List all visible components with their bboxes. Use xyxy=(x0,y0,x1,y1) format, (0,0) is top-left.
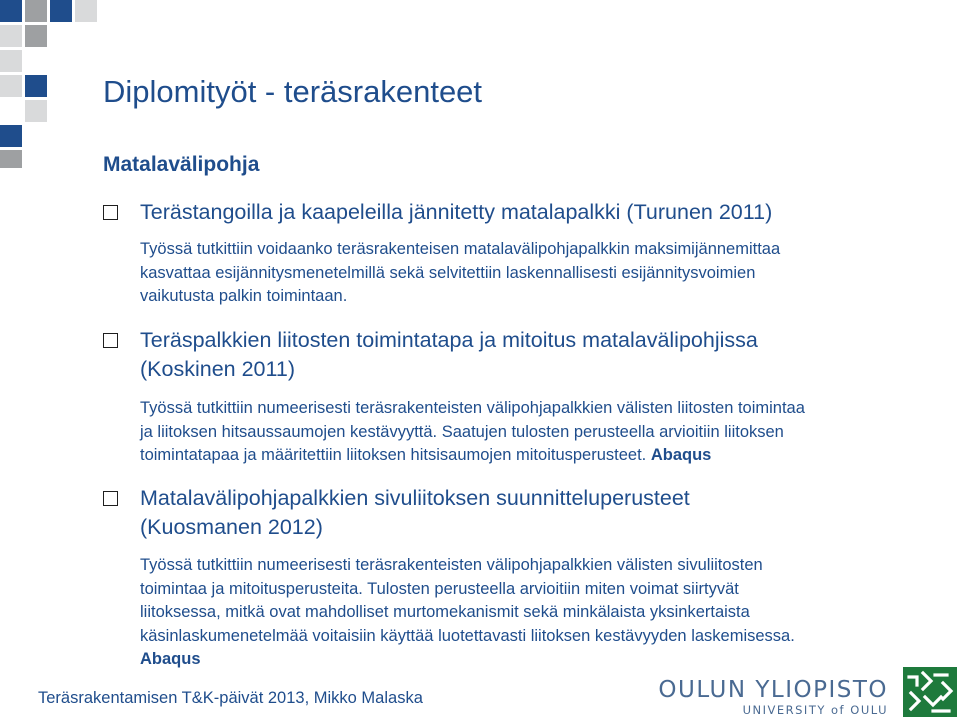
bullet-item-turunen xyxy=(103,198,923,227)
body-line: vaikutusta palkin toimintaan. xyxy=(140,287,348,305)
bullet-body-kuosmanen xyxy=(140,554,940,672)
deco-square xyxy=(0,150,22,168)
bullet-item-kuosmanen xyxy=(103,484,923,542)
deco-square xyxy=(0,75,22,97)
bullet-heading-text: Terästangoilla ja kaapeleilla jännitetty matalapalkki (Turunen 2011) xyxy=(140,200,773,224)
university-logo-icon xyxy=(903,667,957,717)
deco-square xyxy=(25,25,47,47)
corner-decoration xyxy=(0,0,110,170)
deco-square xyxy=(0,50,22,72)
heading-line: (Kuosmanen 2012) xyxy=(140,515,323,539)
body-line xyxy=(140,444,940,468)
bullet-body-koskinen xyxy=(140,397,940,468)
bullet-heading-text xyxy=(140,326,758,384)
software-name-abaqus: Abaqus xyxy=(650,446,712,464)
deco-square xyxy=(0,25,22,47)
body-line: Työssä tutkittiin voidaanko teräsrakenteisen matalavälipohjapalkkin maksimijännemittaa xyxy=(140,240,781,258)
deco-square xyxy=(25,0,47,22)
bullet-item-koskinen xyxy=(103,326,923,384)
slide-title: Diplomityöt - teräsrakenteet xyxy=(103,74,483,109)
heading-line: (Koskinen 2011) xyxy=(140,357,295,381)
bullet-heading xyxy=(103,326,923,384)
body-line: ja liitoksen hitsaussaumojen kestävyyttä. Saatujen tulosten perusteella arvioitiin liitoksen xyxy=(140,422,784,441)
deco-square xyxy=(75,0,97,22)
logo-main-text: OULUN YLIOPISTO xyxy=(658,677,888,703)
deco-square xyxy=(50,0,72,22)
body-line: käsinlaskumenetelmää voitaisiin käyttää luotettavasti liitoksen kestävyyden laskemisessa. xyxy=(140,626,795,645)
bullet-body-turunen xyxy=(140,238,940,309)
checkbox-bullet-icon xyxy=(103,491,118,506)
software-name-abaqus: Abaqus xyxy=(140,650,201,668)
body-line: kasvattaa esijännitysmenetelmillä sekä selvitettiin laskennallisesti esijännitysvoimien xyxy=(140,263,756,282)
body-line: Työssä tutkittiin numeerisesti teräsrakenteisten välipohjapalkkien välisten sivuliitosten xyxy=(140,556,763,574)
deco-square xyxy=(0,125,22,147)
university-logo-text xyxy=(658,678,888,718)
bullet-heading xyxy=(103,198,923,227)
slide-subtitle: Matalavälipohja xyxy=(103,153,260,176)
body-line-text: toimintatapaa ja määritettiin liitoksen hitsisaumojen mitoitusperusteet. xyxy=(140,446,651,464)
body-line: toimintaa ja mitoitusperusteita. Tulosten perusteella arvioitiin miten voimat siirtyvät xyxy=(140,579,739,598)
heading-line: Matalavälipohjapalkkien sivuliitoksen suunnitteluperusteet xyxy=(140,486,690,510)
deco-square xyxy=(0,0,22,22)
heading-line: Teräspalkkien liitosten toimintatapa ja mitoitus matalavälipohjissa xyxy=(140,328,758,352)
bullet-heading xyxy=(103,484,923,542)
body-line: liitoksessa, mitkä ovat mahdolliset murtomekanismit sekä minkälaista yksinkertaista xyxy=(140,603,750,621)
checkbox-bullet-icon xyxy=(103,205,118,220)
bullet-heading-text xyxy=(140,484,690,542)
checkbox-bullet-icon xyxy=(103,333,118,348)
footer-text: Teräsrakentamisen T&K-päivät 2013, Mikko Malaska xyxy=(38,689,423,707)
body-line xyxy=(140,648,940,672)
logo-sub-text: UNIVERSITY of OULU xyxy=(742,703,888,717)
deco-square xyxy=(25,75,47,97)
body-line: Työssä tutkittiin numeerisesti teräsrakenteisten välipohjapalkkien välisten liitosten toimintaa xyxy=(140,399,805,417)
deco-square xyxy=(25,100,47,122)
